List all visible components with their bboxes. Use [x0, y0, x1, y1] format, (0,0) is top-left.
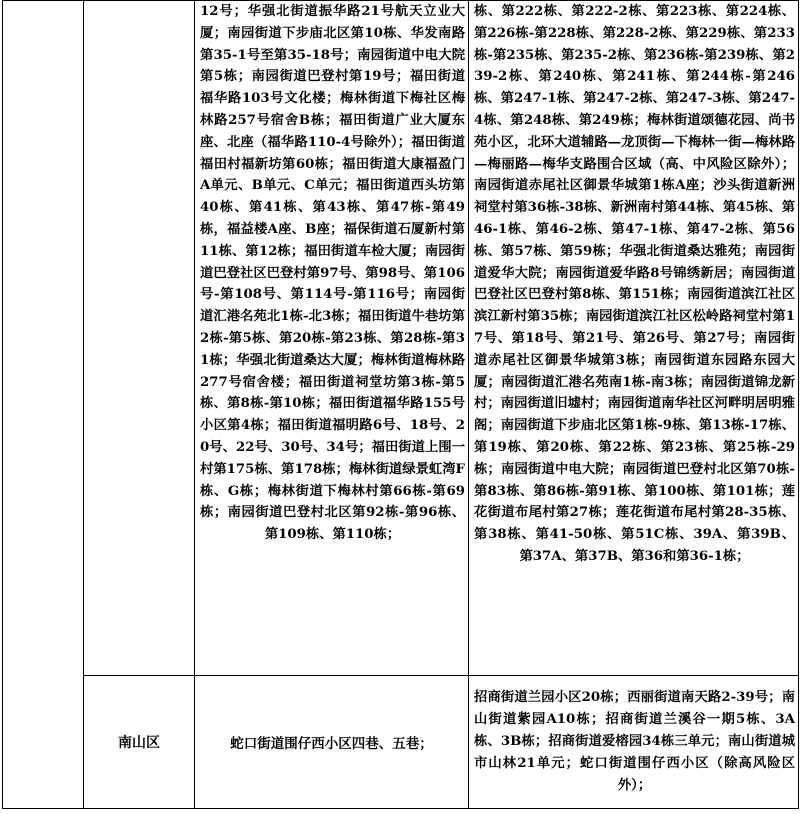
table-row-futian-continued	[3, 1, 799, 676]
district-label: 南山区	[118, 735, 160, 751]
lowrisk-areas-text: 12号；华强北街道振华路21号航天立业大厦；南园街道下步庙北区第10栋、华发南路第35-1号至第35-18号；南园街道中电大院第5栋；南园街道巴登村第19号；福田街道福华路103号文化楼；梅林街道下梅社区梅林路257号宿舍B栋；福田街道广业大厦东座、北座（福华路110-4号除外）；福田街道福田村福新坊第60栋；福田街道大康福盈门A单元、B单元、C单元；福田街道西头坊第40栋、第41栋、第43栋、第47栋-第49栋，福益楼A座、B座；福保街道石厦新村第11栋、第12栋；福田街道车检大厦；南园街道巴登社区巴登村第97号、第98号、第106号-第108号、第114号-第116号；南园街道汇港名苑北1栋-北3栋；福田街道牛巷坊第2栋-第5栋、第20栋-第23栋、第28栋-第31栋；华强北街道桑达大厦；梅林街道梅林路277号宿舍楼；福田街道祠堂坊第3栋-第5栋、第8栋-第10栋；福田街道福华路155号小区第4栋；福田街道福明路6号、18号、20号、22号、30号、34号；福田街道上围一村第175栋、第178栋；梅林街道绿景虹湾F栋、G栋；梅林街道下梅林村第66栋-第69栋；南园街道巴登村北区第92栋-第96栋、第109栋、第110栋；	[200, 4, 465, 543]
risk-area-table	[2, 0, 799, 809]
areas-text: 栋、第222栋、第222-2栋、第223栋、第224栋、第226栋-第228栋、第228-2栋、第229栋、第233栋-第235栋、第235-2栋、第236栋-第239栋、第239-2栋、第240栋、第241栋、第244栋-第246栋、第247-1栋、第247-2栋、第247-3栋、第247-4栋、第248栋、第249栋；梅林街道颂德花园、尚书苑小区，北环大道辅路—龙顶街—下梅林一街—梅林路—梅丽路—梅华支路围合区域（高、中风险区除外）；南园街道赤尾社区御景华城第1栋A座；沙头街道新洲祠堂村第36栋-38栋、新洲南村第44栋、第45栋、第46-1栋、第46-2栋、第47-1栋、第47-2栋、第56栋、第57栋、第59栋；华强北街道桑达雅苑；南园街道爱华大院；南园街道爱华路8号锦绣新居；南园街道巴登社区巴登村第8栋、第151栋；南园街道滨江社区滨江新村第35栋；南园街道滨江社区松岭路祠堂村第17号、第18号、第21号、第26号、第27号；南园街道赤尾社区御景华城第3栋；南园街道东园路东园大厦；南园街道汇港名苑南1栋-南3栋；南园街道锦龙新村；南园街道旧墟村；南园街道南华社区河畔明居明雅阁；南园街道下步庙北区第1栋-9栋、第13栋-17栋、第19栋、第20栋、第22栋、第23栋、第25栋-29栋；南园街道中电大院；南园街道巴登村北区第70栋-第83栋、第86栋-第91栋、第100栋、第101栋；莲花街道布尾村第27栋；莲花街道布尾村第28-35栋、第38栋、第41-50栋、第51C栋、39A、第39B、第37A、第37B、第36和第36-1栋；	[474, 4, 795, 564]
city-cell	[3, 1, 84, 809]
areas-cell-nanshan	[469, 676, 799, 809]
areas-cell	[469, 1, 799, 676]
district-cell-nanshan	[84, 676, 195, 809]
lowrisk-areas-cell	[195, 1, 469, 676]
table-row-nanshan	[3, 676, 799, 809]
lowrisk-areas-text-nanshan: 蛇口街道围仔西小区四巷、五巷；	[230, 736, 433, 752]
district-cell	[84, 1, 195, 676]
lowrisk-areas-cell-nanshan	[195, 676, 469, 809]
areas-text-nanshan: 招商街道兰园小区20栋；西丽街道南天路2-39号；南山街道紫园A10栋；招商街道兰溪谷一期5栋、3A栋、3B栋；招商街道爱榕园34栋三单元；南山街道城市山林21单元；蛇口街道围仔西小区（除高风险区外）；	[474, 690, 795, 793]
